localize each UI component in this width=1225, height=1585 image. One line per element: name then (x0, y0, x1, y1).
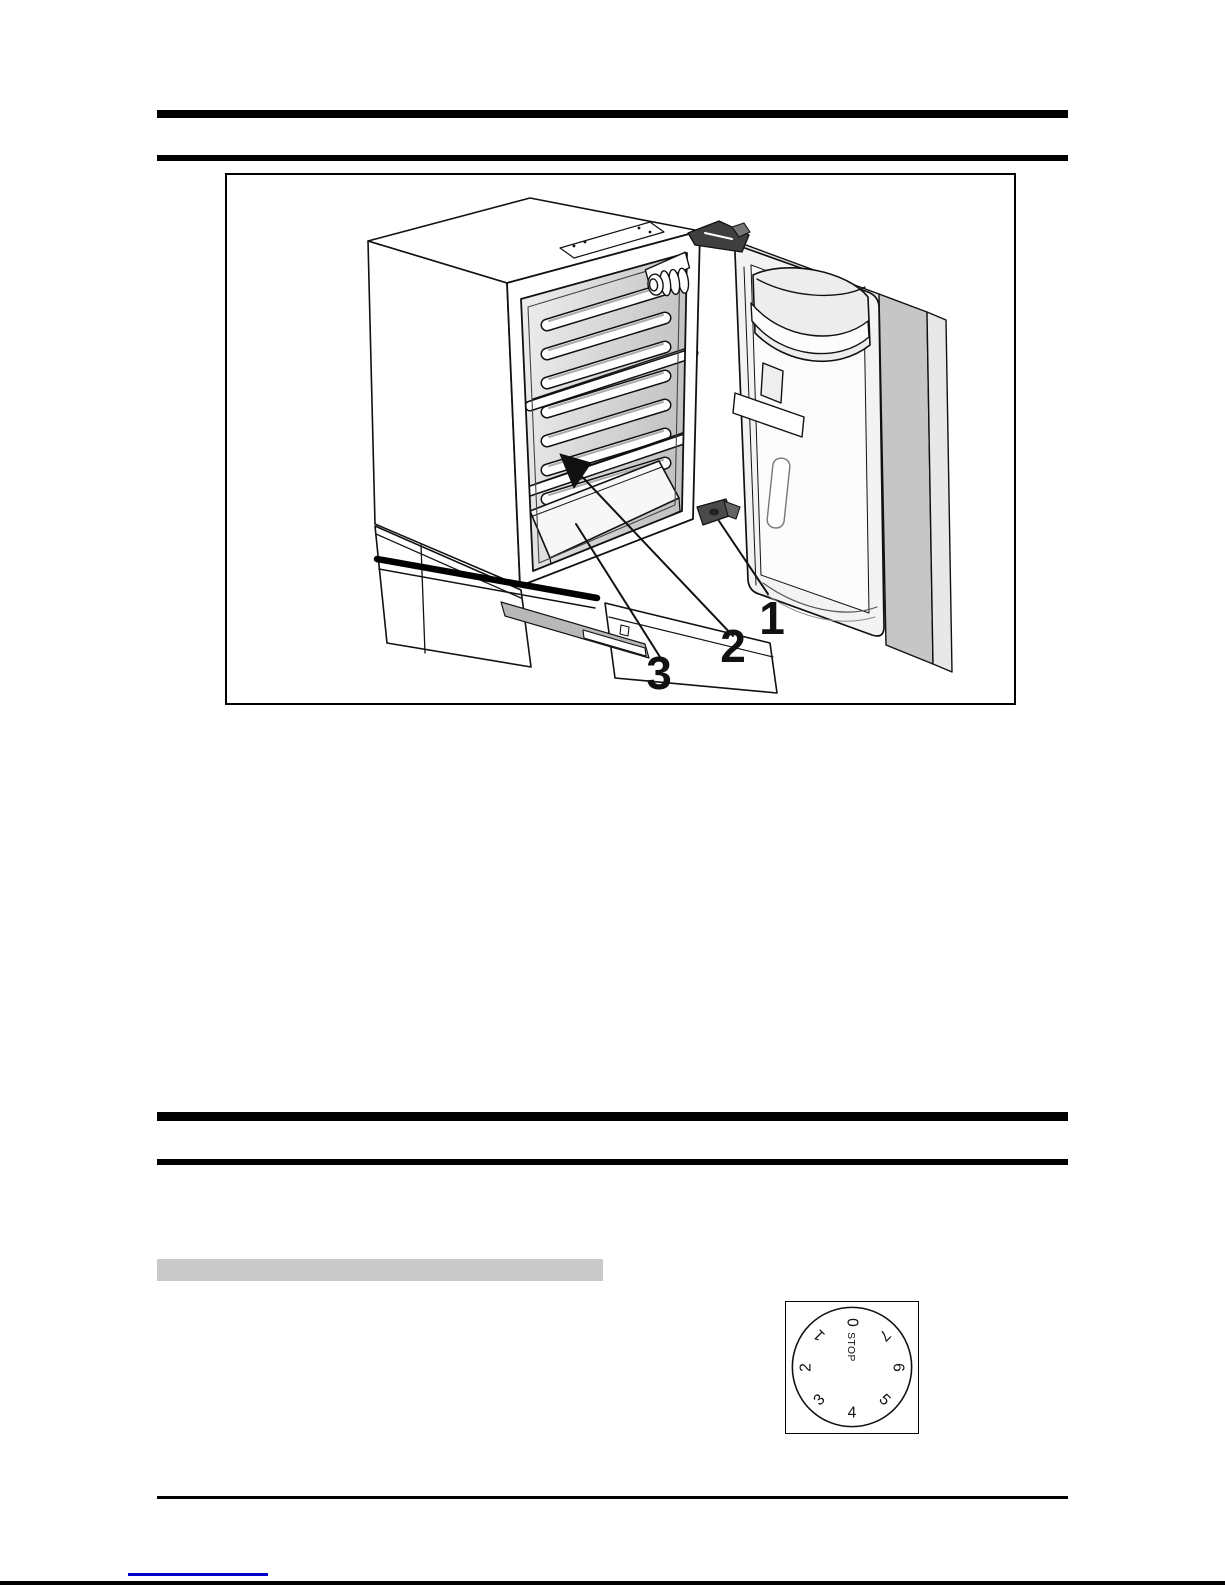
dial-label-2: 2 (797, 1363, 815, 1372)
dial-stop-label: STOP (845, 1332, 857, 1362)
top-heading-bar-thick (157, 110, 1068, 118)
callout-label-3: 3 (646, 647, 672, 699)
door-edge-band (879, 294, 933, 664)
subheading-highlight (157, 1259, 603, 1281)
thermostat-dial-frame (785, 1301, 919, 1434)
footer-rule (157, 1496, 1068, 1499)
appliance-figure-frame (225, 173, 1016, 705)
dial-label-7: 7 (875, 1325, 894, 1345)
callout-label-2: 2 (720, 620, 746, 672)
page-bottom-edge (0, 1581, 1225, 1585)
thermostat-dial-diagram (786, 1302, 918, 1433)
dial-label-6: 6 (889, 1363, 907, 1372)
callout-label-1: 1 (759, 592, 785, 644)
section-heading-bar-thick (157, 1112, 1068, 1121)
dial-label-3: 3 (810, 1390, 829, 1410)
dial-label-1: 1 (810, 1325, 829, 1345)
section-heading-bar-thin (157, 1159, 1068, 1165)
top-heading-bar-thin (157, 155, 1068, 161)
dial-label-0: 0 (843, 1318, 861, 1327)
dial-label-4: 4 (847, 1404, 857, 1422)
dial-label-5: 5 (875, 1390, 894, 1410)
footer-link[interactable] (128, 1573, 268, 1576)
refrigerator-diagram (227, 175, 1014, 703)
